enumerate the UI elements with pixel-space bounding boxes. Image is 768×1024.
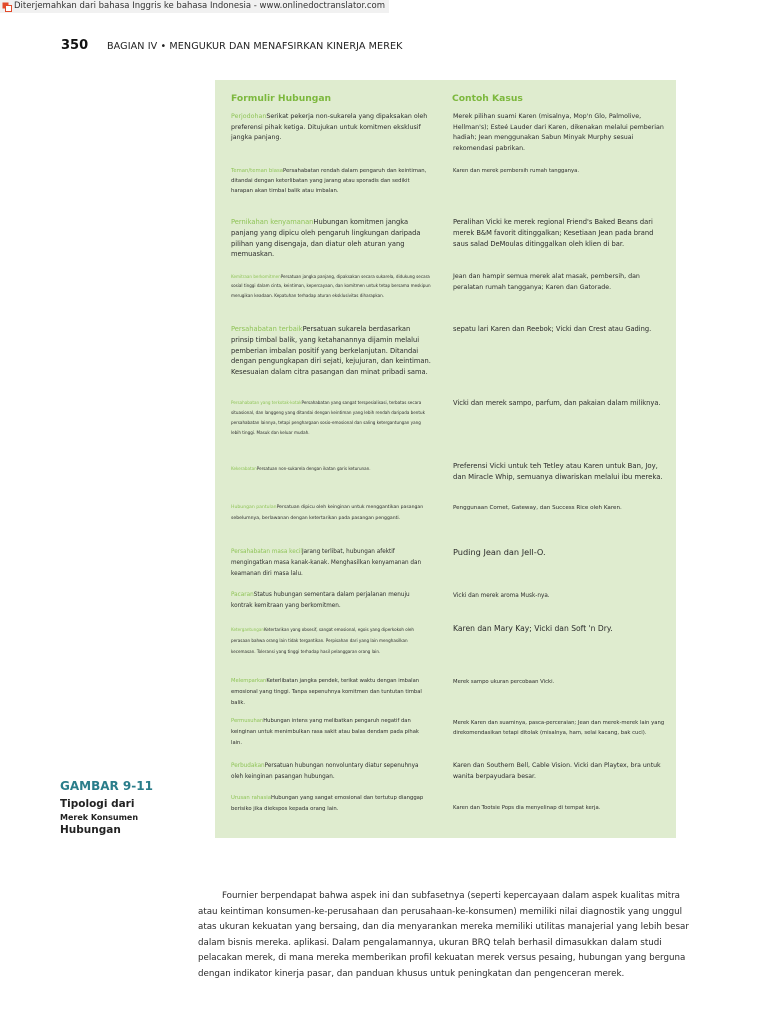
relationship-term: Pacaran: [231, 592, 254, 598]
relationship-form-cell: [231, 324, 431, 378]
relationship-description: Hubungan yang sangat emosional dan tertutup dianggap berisiko jika diekspos kepada orang lain.: [231, 795, 424, 813]
relationship-term: Urusan rahasia: [231, 795, 271, 801]
case-example-cell: Peralihan Vicki ke merek regional Friend's Baked Beans dari merek B&M favorit ditinggalkan; Kesetiaan Jean pada brand saus salad DeMoulas ditinggalkan oleh klien di bar.: [453, 218, 654, 248]
relationship-term: Persahabatan terbaik: [231, 325, 303, 333]
relationship-description: Persatuan sukarela berdasarkan prinsip timbal balik, yang ketahanannya dijamin melalui pemberian imbalan positif yang berkelanjutan. Ditandai dengan pengungkapan diri sejati, kejujuran, dan keintiman. Kesesuaian dalam citra pasangan dan minat pribadi sama.: [231, 325, 431, 377]
relationship-form-cell: [231, 166, 431, 197]
case-example-cell: Penggunaan Comet, Gateway, dan Success Rice oleh Karen.: [453, 505, 622, 511]
relationship-form-cell: [231, 624, 431, 658]
case-example-cell: Preferensi Vicki untuk teh Tetley atau Karen untuk Ban, Joy, dan Miracle Whip, semuanya diwariskan melalui ibu mereka.: [453, 462, 663, 482]
case-example-cell: Karen dan merek pembersih rumah tangganya.: [453, 168, 580, 174]
figure-caption: [60, 779, 210, 836]
relationship-description: Jarang terlibat, hubungan afektif mengingatkan masa kanak-kanak. Menghasilkan kenyamanan dan keamanan diri masa lalu.: [231, 549, 422, 578]
relationship-description: Persatuan hubungan nonvoluntary diatur sepenuhnya oleh keinginan pasangan hubungan.: [231, 763, 419, 781]
relationship-form-cell: [231, 217, 431, 260]
relationship-description: Keterlibatan jangka pendek, terikat waktu dengan imbalan emosional yang tinggi. Tanpa sepenuhnya komitmen dan tuntutan timbal balik.: [231, 678, 422, 707]
translator-banner[interactable]: [0, 0, 389, 13]
relationship-form-cell: [231, 398, 431, 438]
case-example-cell: Merek sampo ukuran percobaan Vicki.: [453, 679, 555, 685]
relationship-description: Status hubungan sementara dalam perjalanan menuju kontrak kemitraan yang berkomitmen.: [231, 592, 410, 610]
figure-title-line-2: Merek Konsumen: [60, 813, 139, 822]
figure-number: GAMBAR 9-11: [60, 779, 153, 793]
translator-banner-text[interactable]: Diterjemahkan dari bahasa Inggris ke bahasa Indonesia - www.onlinedoctranslator.com: [14, 1, 386, 11]
figure-title-line-1: Tipologi dari: [60, 798, 135, 810]
relationship-term: Kekerabatan: [231, 466, 257, 471]
running-title: BAGIAN IV • MENGUKUR DAN MENAFSIRKAN KINERJA MEREK: [107, 41, 403, 52]
case-example-cell: Puding Jean dan Jell-O.: [453, 547, 546, 557]
case-example-cell: sepatu lari Karen dan Reebok; Vicki dan Crest atau Gading.: [453, 325, 652, 333]
relationship-description: Persahabatan rendah dalam pengaruh dan keintiman, ditandai dengan keterlibatan yang jarang atau sporadis dan sedikit harapan akan timbal balik atau imbalan.: [231, 168, 427, 195]
relationship-form-cell: [231, 547, 431, 581]
case-example-cell: Merek pilihan suami Karen (misalnya, Mop'n Glo, Palmolive, Hellman's); Esteé Lauder dari Karen, dikenakan melalui pemberian hadiah; Jean menggunakan Sabun Minyak Murphy sesuai rekomendasi pabrikan.: [453, 113, 664, 152]
relationship-form-cell: [231, 676, 431, 710]
relationship-term: Permusuhan: [231, 718, 264, 724]
relationship-form-cell: [231, 272, 431, 300]
relationship-term: Perbudakan: [231, 763, 265, 769]
case-example-cell: Vicki dan merek sampo, parfum, dan pakaian dalam miliknya.: [453, 399, 661, 407]
case-example-cell: Karen dan Southern Bell, Cable Vision. Vicki dan Playtex, bra untuk wanita berpayudara besar.: [453, 762, 661, 780]
relationship-form-cell: [231, 112, 431, 144]
relationship-form-cell: [231, 761, 431, 783]
relationship-description: Persatuan dipicu oleh keinginan untuk menggantikan pasangan sebelumnya, berlawanan dengan ketertarikan pada pasangan pengganti.: [231, 505, 424, 522]
case-example-cell: Karen dan Tootsie Pops dia menyelinap di tempat kerja.: [453, 805, 601, 811]
page-header: [61, 38, 403, 53]
relationship-description: Serikat pekerja non-sukarela yang dipaksakan oleh preferensi pihak ketiga. Ditujukan untuk komitmen eksklusif jangka panjang.: [231, 113, 428, 142]
relationship-term: Melemparkan: [231, 678, 267, 684]
translate-icon: [2, 2, 12, 12]
relationship-description: Persatuan jangka panjang, dipaksakan secara sukarela, didukung secara sosial tinggi dalam cinta, keintiman, kepercayaan, dan komitmen untuk tetap bersama meskipun merugikan keadaan. Kepatuhan terhadap aturan eksklusivitas diharapkan.: [231, 274, 431, 298]
relationship-term: Pernikahan kenyamanan: [231, 218, 314, 226]
figure-title-line-3: Hubungan: [60, 824, 121, 836]
relationship-term: Kemitraan berkomitmen: [231, 274, 281, 279]
case-example-cell: Merek Karen dan suaminya, pasca-perceraian; Jean dan merek-merek lain yang direkomendasikan tetapi ditolak (misalnya, ham, selai kacang, bak cuci).: [453, 720, 665, 737]
relationship-description: Hubungan komitmen jangka panjang yang dipicu oleh pengaruh lingkungan daripada pilihan yang disengaja, dan diatur oleh aturan yang memuaskan.: [231, 218, 421, 259]
relationship-term: Perjodohan: [231, 113, 267, 120]
relationship-term: Persahabatan yang terkotak-kotak: [231, 400, 302, 405]
relationship-term: Persahabatan masa kecil: [231, 549, 302, 555]
relationship-description: Hubungan intens yang melibatkan pengaruh negatif dan keinginan untuk menimbulkan rasa sakit atau balas dendam pada pihak lain.: [231, 718, 419, 747]
relationship-description: Persahabatan yang sangat terspesialisasi, terbatas secara situasional, dan langgeng yang ditandai dengan keintiman yang lebih rendah daripada bentuk persahabatan lainnya, tetapi penghargaan sosio-emosional dan saling ketergantungan yang lebih tinggi. Masuk dan keluar mudah.: [231, 400, 425, 435]
relationship-form-cell: [231, 793, 431, 815]
case-example-cell: Jean dan hampir semua merek alat masak, pembersih, dan peralatan rumah tangganya; Karen dan Gatorade.: [453, 273, 640, 291]
relationship-form-cell: [231, 590, 431, 612]
figure-table: [215, 80, 676, 838]
relationship-description: Persatuan non-sukarela dengan ikatan garis keturunan.: [256, 466, 371, 471]
column-header-case-example: Contoh Kasus: [452, 93, 523, 104]
relationship-form-cell: [231, 502, 431, 524]
page-number: 350: [61, 38, 89, 53]
column-header-relationship-form: Formulir Hubungan: [231, 93, 332, 104]
relationship-term: Teman/teman biasa: [231, 168, 284, 174]
body-paragraph: Fournier berpendapat bahwa aspek ini dan subfasetnya (seperti kepercayaan dalam aspek kualitas mitra atau keintiman konsumen-ke-perusahaan dan perusahaan-ke-konsumen) memiliki nilai diagnostik yang unggul atas ukuran kekuatan yang bersaing, dan dia menyarankan mereka memiliki utilitas manajerial yang lebih besar dalam bisnis mereka. aplikasi. Dalam pengalamannya, ukuran BRQ telah berhasil dimasukkan dalam studi pelacakan merek, di mana mereka memberikan profil kekuatan merek versus pesaing, hubungan yang berguna dengan indikator kinerja pasar, dan panduan khusus untuk peningkatan dan pengenceran merek.: [198, 891, 689, 979]
relationship-form-cell: [231, 716, 431, 750]
relationship-term: Ketergantungan: [231, 627, 264, 632]
relationship-description: Ketertarikan yang obsesif, sangat emosional, egois yang diperkokoh oleh perasaan bahwa orang lain tidak tergantikan. Perpisahan dari yang lain menghasilkan kecemasan. Toleransi yang tinggi terhadap hasil pelanggaran orang lain.: [231, 627, 415, 655]
relationship-term: Hubungan pantulan: [231, 505, 277, 510]
relationship-form-cell: [231, 464, 431, 473]
case-example-cell: Vicki dan merek aroma Musk-nya.: [453, 593, 550, 599]
case-example-cell: Karen dan Mary Kay; Vicki dan Soft 'n Dry.: [453, 624, 613, 633]
